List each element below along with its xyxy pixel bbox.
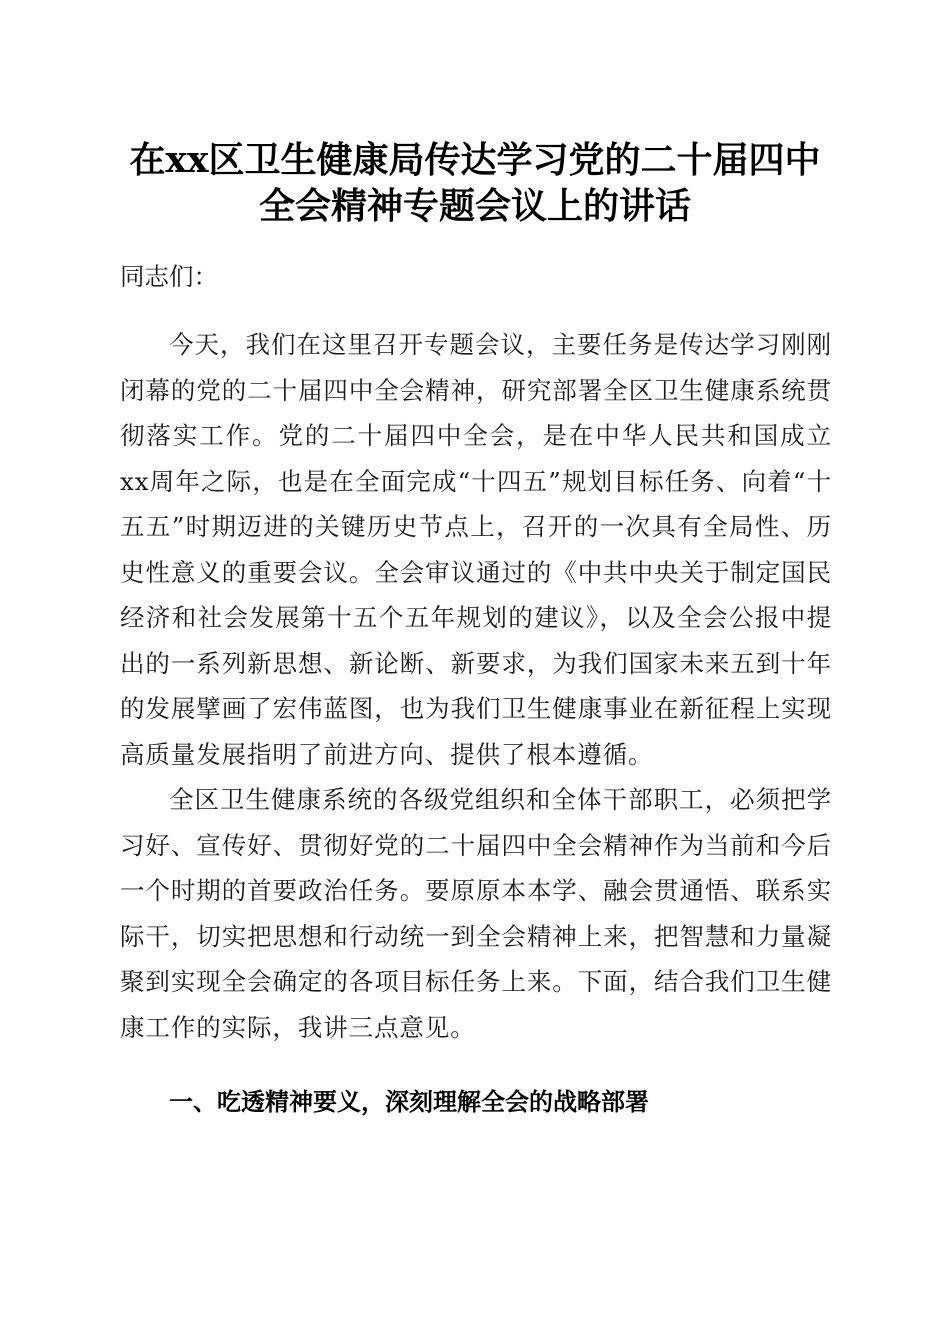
salutation: 同志们： [120,262,218,291]
body-paragraph-2: 全区卫生健康系统的各级党组织和全体干部职工，必须把学习好、宣传好、贯彻好党的二十届四中全会精神作为当前和今后一个时期的首要政治任务。要原原本本学、融会贯通悟、联系实际干，切实把思想和行动统一到全会精神上来，把智慧和力量凝聚到实现全会确定的各项目标任务上来。下面，结合我们卫生健康工作的实际，我讲三点意见。 [120,785,832,1042]
section-heading-1: 一、吃透精神要义，深刻理解全会的战略部署 [169,1088,649,1116]
document-title-line-2: 全会精神专题会议上的讲话 [258,185,691,227]
document-title-line-1: 在xx区卫生健康局传达学习党的二十届四中 [129,139,821,181]
body-paragraph-1: 今天，我们在这里召开专题会议，主要任务是传达学习刚刚闭幕的党的二十届四中全会精神，研究部署全区卫生健康系统贯彻落实工作。党的二十届四中全会，是在中华人民共和国成立xx周年之际，也是在全面完成“十四五”规划目标任务、向着“十五五”时期迈进的关键历史节点上，召开的一次具有全局性、历史性意义的重要会议。全会审议通过的《中共中央关于制定国民经济和社会发展第十五个五年规划的建议》，以及全会公报中提出的一系列新思想、新论断、新要求，为我们国家未来五到十年的发展擘画了宏伟蓝图，也为我们卫生健康事业在新征程上实现高质量发展指明了前进方向、提供了根本遵循。 [120,330,832,769]
